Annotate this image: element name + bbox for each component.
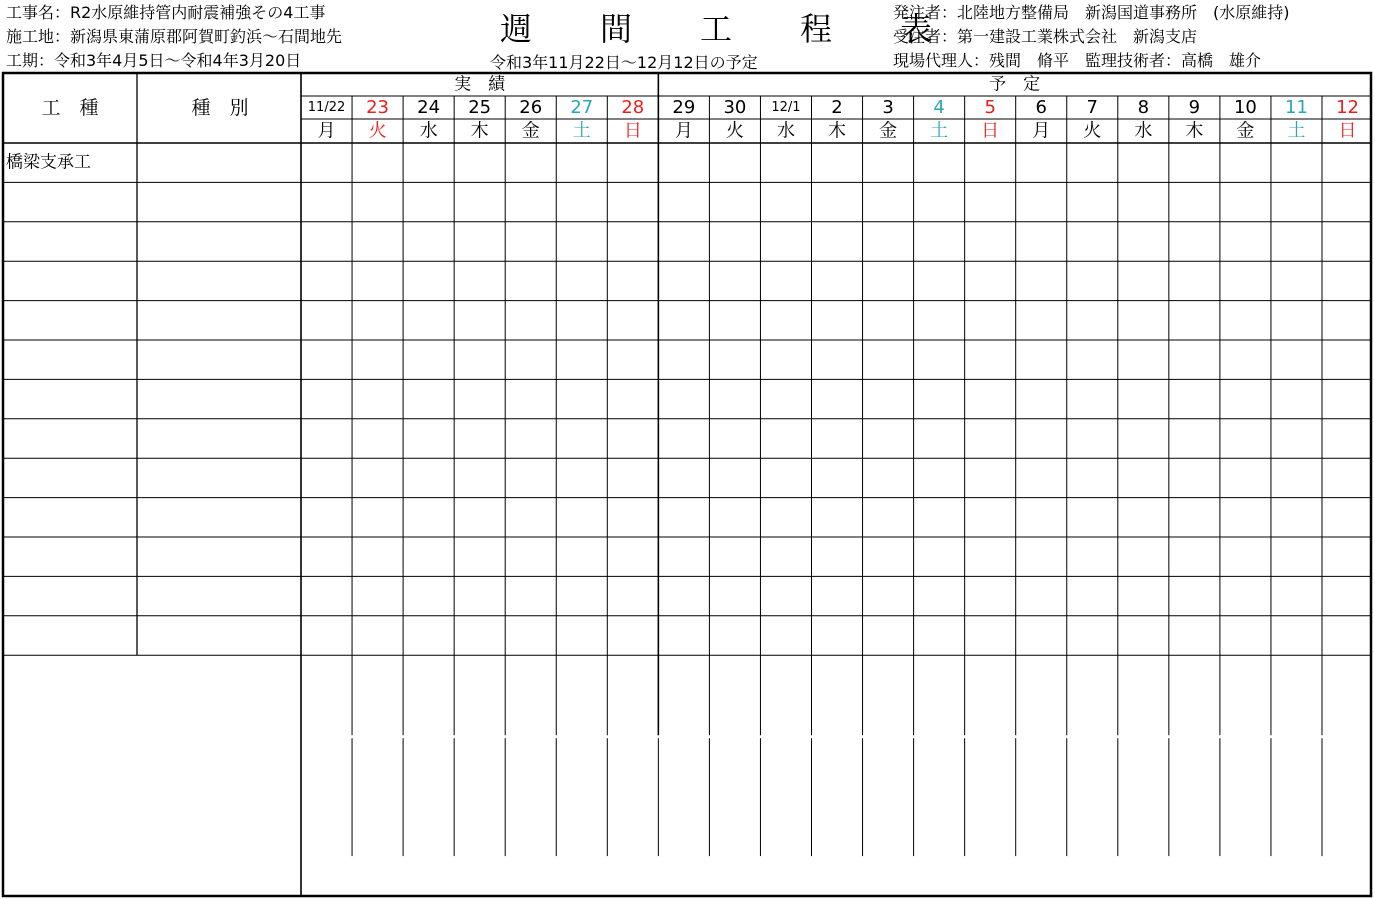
weekday: 火 xyxy=(1083,120,1102,142)
weekday: 金 xyxy=(521,120,540,142)
weekday: 月 xyxy=(317,120,336,142)
day-number: 12/1 xyxy=(771,100,801,115)
actual-label: 実 績 xyxy=(454,74,506,95)
weekday: 土 xyxy=(930,120,949,142)
header-koushu: 工 種 xyxy=(41,97,99,119)
day-number: 3 xyxy=(882,97,894,118)
day-number: 29 xyxy=(672,97,696,118)
table-frame xyxy=(3,73,1371,896)
day-number: 10 xyxy=(1233,97,1257,118)
site-agent: 現場代理人：残間 脩平 監理技術者：高橋 雄介 xyxy=(893,51,1262,70)
weekday: 水 xyxy=(1134,120,1153,142)
day-number: 5 xyxy=(984,97,996,118)
day-number: 9 xyxy=(1188,97,1201,118)
day-number: 28 xyxy=(621,97,645,118)
weekday: 月 xyxy=(674,120,693,142)
weekday: 土 xyxy=(572,120,591,142)
weekday: 金 xyxy=(1236,120,1255,142)
header-shubetsu: 種 別 xyxy=(191,97,249,119)
construction-term: 工期：令和3年4月5日～令和4年3月20日 xyxy=(6,51,302,70)
day-number: 23 xyxy=(366,97,390,118)
work-type: 橋梁支承工 xyxy=(6,152,91,173)
project-name: 工事名：R2水原維持管内耐震補強その4工事 xyxy=(6,3,326,22)
contractor: 受注者：第一建設工業株式会社 新潟支店 xyxy=(893,27,1198,46)
day-number: 12 xyxy=(1336,97,1359,118)
weekday: 日 xyxy=(1338,120,1357,142)
day-number: 8 xyxy=(1137,97,1150,118)
client: 発注者：北陸地方整備局 新潟国道事務所 (水原維持) xyxy=(893,3,1290,22)
day-number: 24 xyxy=(417,97,441,118)
weekday: 土 xyxy=(1287,120,1306,142)
day-number: 11/22 xyxy=(307,100,346,115)
day-number: 11 xyxy=(1285,97,1308,118)
day-number: 27 xyxy=(570,97,594,118)
schedule-period: 令和3年11月22日～12月12日の予定 xyxy=(490,53,758,72)
plan-label: 予 定 xyxy=(989,74,1041,95)
day-number: 4 xyxy=(933,97,945,118)
weekday: 水 xyxy=(419,120,438,142)
weekday: 日 xyxy=(623,120,642,142)
weekday: 金 xyxy=(879,120,898,142)
weekday: 水 xyxy=(776,120,795,142)
weekday: 火 xyxy=(725,120,744,142)
day-number: 26 xyxy=(519,97,543,118)
day-number: 2 xyxy=(831,97,843,118)
weekday: 火 xyxy=(368,120,387,142)
day-number: 30 xyxy=(723,97,747,118)
weekday: 木 xyxy=(828,120,847,142)
page-title: 週 間 工 程 表 xyxy=(500,10,951,48)
weekday: 木 xyxy=(470,120,489,142)
site-location: 施工地：新潟県東蒲原郡阿賀町釣浜～石間地先 xyxy=(6,27,343,46)
day-number: 7 xyxy=(1086,97,1099,118)
day-number: 25 xyxy=(468,97,492,118)
day-number: 6 xyxy=(1035,97,1047,118)
weekday: 月 xyxy=(1032,120,1051,142)
weekday: 木 xyxy=(1185,120,1204,142)
weekday: 日 xyxy=(981,120,1000,142)
